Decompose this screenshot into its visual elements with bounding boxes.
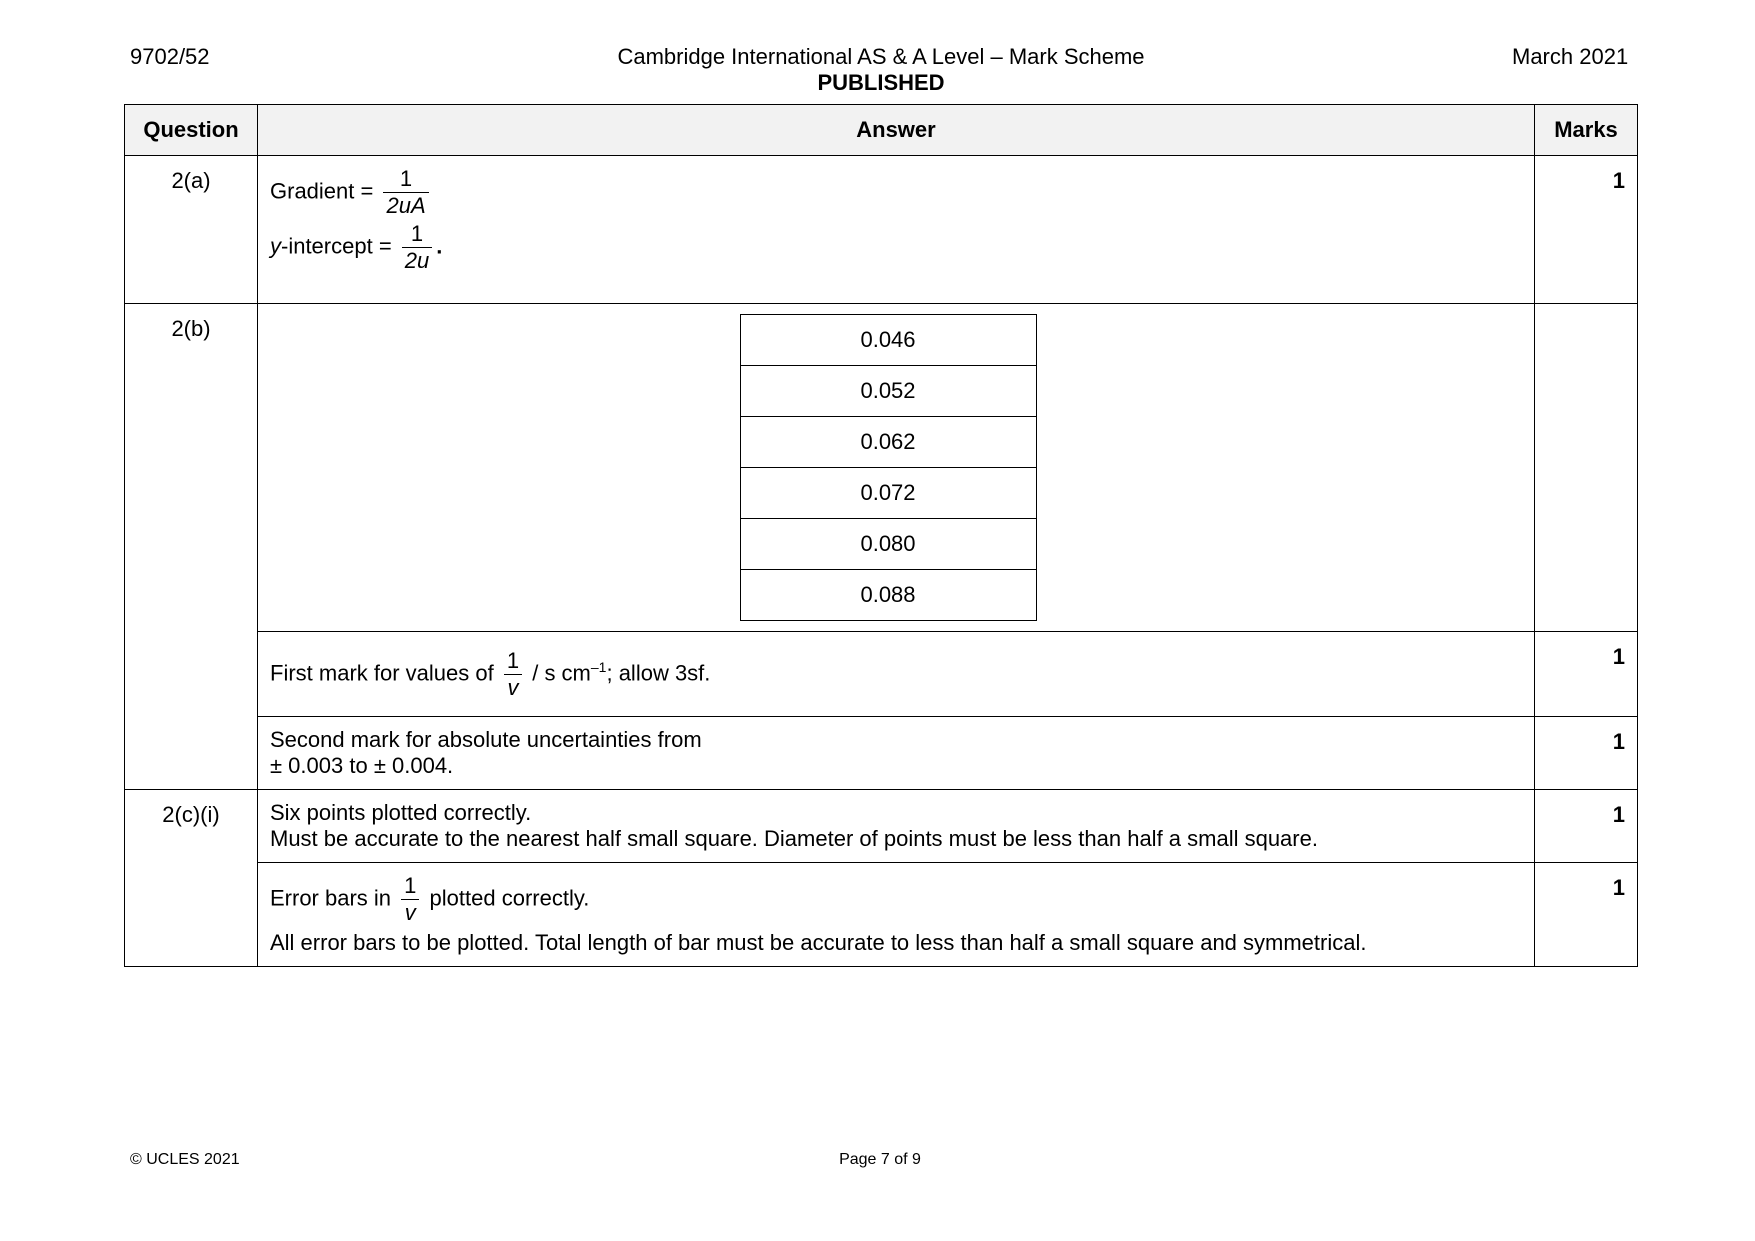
answer-cell (258, 632, 1535, 717)
points-line: Six points plotted correctly. (270, 800, 532, 825)
error-bars-accuracy-line: All error bars to be plotted. Total length of bar must be accurate to less than half a small square and symmetrical. (270, 930, 1367, 955)
table-row (125, 156, 1638, 304)
values-table (740, 314, 1037, 621)
error-bars-post: plotted correctly. (429, 885, 590, 911)
question-column-header: Question (125, 105, 258, 156)
value-row (740, 570, 1036, 621)
marks-value: 1 (1535, 717, 1638, 790)
question-label: 2(a) (125, 156, 258, 304)
marks-value: 1 (1535, 790, 1638, 863)
intercept-label: -intercept = (281, 233, 392, 259)
error-bars-pre: Error bars in (270, 885, 392, 911)
reciprocal-v-fraction (401, 873, 419, 926)
uncertainty-range: ± 0.003 to ± 0.004. (270, 753, 454, 778)
answer-cell (258, 717, 1535, 790)
answer-cell (258, 156, 1535, 304)
exam-date: March 2021 (1512, 44, 1629, 69)
mark-scheme-table (124, 104, 1638, 967)
gradient-label: Gradient = (270, 178, 374, 204)
marks-value: 1 (1535, 632, 1638, 717)
copyright-notice: © UCLES 2021 (130, 1151, 240, 1168)
page-number: Page 7 of 9 (839, 1151, 921, 1168)
value-row (740, 519, 1036, 570)
first-mark-text: First mark for values of (270, 659, 494, 685)
answer-cell (258, 304, 1535, 632)
value-row (740, 315, 1036, 366)
answer-cell (258, 790, 1535, 863)
paper-code: 9702/52 (130, 44, 210, 69)
marks-value-empty (1535, 304, 1638, 632)
unit-text: / s cm (532, 659, 591, 685)
fraction-numerator: 1 (383, 166, 428, 193)
unit-exponent: –1 (590, 658, 607, 675)
answer-cell (258, 863, 1535, 967)
intercept-line (270, 221, 1522, 274)
value-row (740, 468, 1036, 519)
table-row (125, 863, 1638, 967)
value-cell: 0.072 (740, 468, 1036, 519)
value-cell: 0.088 (740, 570, 1036, 621)
question-label: 2(b) (125, 304, 258, 790)
gradient-fraction (383, 166, 428, 219)
error-bars-line (270, 873, 1522, 926)
value-cell: 0.052 (740, 366, 1036, 417)
value-row (740, 366, 1036, 417)
document-header (500, 44, 1262, 96)
fraction-numerator: 1 (504, 648, 522, 675)
table-row (125, 717, 1638, 790)
gradient-line (270, 166, 1522, 219)
intercept-variable: y (270, 233, 281, 259)
marks-value: 1 (1535, 156, 1638, 304)
table-row (125, 304, 1638, 632)
second-mark-line: Second mark for absolute uncertainties from (270, 727, 702, 752)
value-cell: 0.046 (740, 315, 1036, 366)
question-label: 2(c)(i) (125, 790, 258, 967)
fraction-denominator: v (404, 900, 416, 925)
document-title: Cambridge International AS & A Level – Mark Scheme (617, 44, 1145, 69)
fraction-denominator: 2uA (386, 193, 426, 218)
value-cell: 0.062 (740, 417, 1036, 468)
table-row (125, 790, 1638, 863)
table-header-row (125, 105, 1638, 156)
fraction-numerator: 1 (402, 221, 432, 248)
value-cell: 0.080 (740, 519, 1036, 570)
intercept-fraction (402, 221, 432, 274)
first-mark-tail: ; allow 3sf. (606, 659, 711, 685)
fraction-numerator: 1 (401, 873, 419, 900)
points-accuracy-line: Must be accurate to the nearest half small square. Diameter of points must be less than half a small square. (270, 826, 1318, 851)
table-row (125, 632, 1638, 717)
intercept-terminator: . (436, 233, 443, 259)
fraction-denominator: 2u (404, 248, 430, 273)
value-row (740, 417, 1036, 468)
published-label: PUBLISHED (817, 70, 945, 95)
reciprocal-v-fraction (504, 648, 522, 701)
answer-column-header: Answer (258, 105, 1535, 156)
marks-value: 1 (1535, 863, 1638, 967)
marks-column-header: Marks (1535, 105, 1638, 156)
fraction-denominator: v (507, 674, 519, 700)
